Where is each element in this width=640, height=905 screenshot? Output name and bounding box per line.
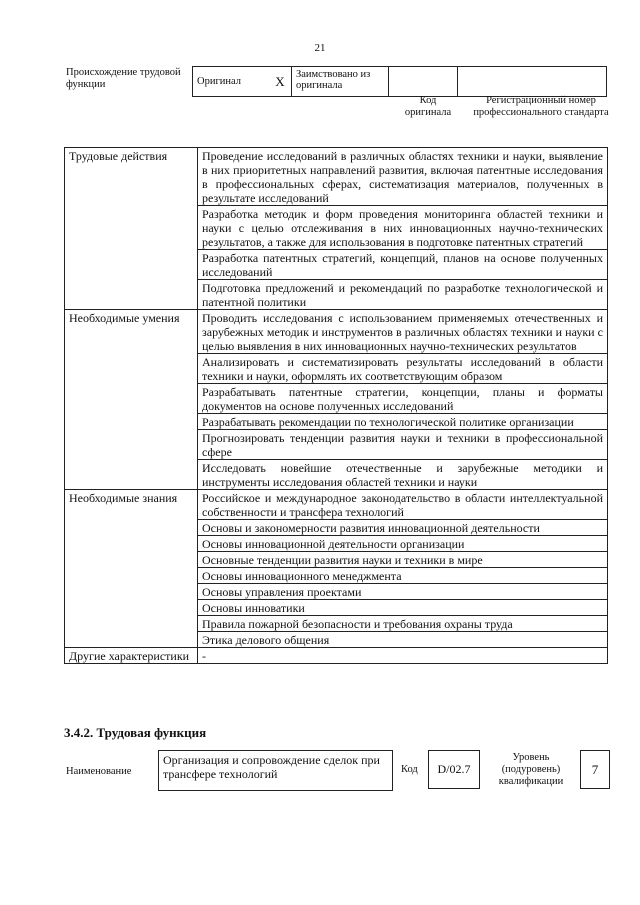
table-row [65, 310, 608, 354]
section-label: Трудовые действия [65, 148, 198, 310]
table-row [65, 648, 608, 664]
table-row [65, 490, 608, 520]
page-number: 21 [314, 42, 326, 54]
table-cell: Основы и закономерности развития инновационной деятельности [198, 520, 608, 536]
origin-table [192, 66, 607, 97]
table-cell: Разрабатывать рекомендации по технологической политике организации [198, 414, 608, 430]
level-value: 7 [580, 750, 610, 789]
table-cell: Разрабатывать патентные стратегии, концепции, планы и форматы документов на основе полученных исследований [198, 384, 608, 414]
table-cell: Основы инноватики [198, 600, 608, 616]
table-row [65, 148, 608, 206]
section-label: Необходимые знания [65, 490, 198, 648]
name-value: Организация и сопровождение сделок при трансфере технологий [158, 750, 393, 791]
table-cell: Основы управления проектами [198, 584, 608, 600]
origin-label: Происхождение трудовой функции [66, 67, 181, 90]
table-cell: Подготовка предложений и рекомендаций по разработке технологической и патентной политики [198, 280, 608, 310]
origin-borrowed-cell: Заимствовано из оригинала [292, 67, 389, 97]
origin-original-cell: Оригинал [193, 67, 270, 97]
table-cell: Разработка методик и форм проведения мониторинга областей техники и науки с целью отслеживания в них инновационных научно-технических результатов, а также для использования в подготовке патентных стратегий [198, 206, 608, 250]
origin-mark-cell: X [269, 67, 292, 97]
table-cell: Основы инновационной деятельности организации [198, 536, 608, 552]
table-cell: Проводить исследования с использованием применяемых отечественных и зарубежных методик и инструментов в различных областях техники и науки с целью выявления в них инновационных научно-технических результатов [198, 310, 608, 354]
table-cell: Основные тенденции развития науки и техники в мире [198, 552, 608, 568]
origin-code-cell [389, 67, 458, 97]
labor-function-table [64, 147, 608, 664]
code-label: Код [401, 764, 418, 775]
table-cell: Прогнозировать тенденции развития науки и техники в профессиональной сфере [198, 430, 608, 460]
level-label: Уровень (подуровень) квалификации [498, 752, 564, 787]
code-caption: Код оригинала [404, 95, 452, 118]
table-cell: Проведение исследований в различных областях техники и науки, выявление в них приоритетных направлений развития, включая патентные исследования в профессиональных сферах, систематизация материалов, полученных в результате исследований [198, 148, 608, 206]
origin-reg-cell [458, 67, 607, 97]
table-cell: Разработка патентных стратегий, концепций, планов на основе полученных исследований [198, 250, 608, 280]
section-label: Другие характеристики [65, 648, 198, 664]
table-cell: Этика делового общения [198, 632, 608, 648]
table-cell: Российское и международное законодательство в области интеллектуальной собственности и трансфера технологий [198, 490, 608, 520]
table-cell: Исследовать новейшие отечественные и зарубежные методики и инструменты исследования областей техники и науки [198, 460, 608, 490]
name-label: Наименование [66, 766, 132, 777]
table-cell: Анализировать и систематизировать результаты исследований в области техники и науки, оформлять их соответствующим образом [198, 354, 608, 384]
reg-caption: Регистрационный номер профессионального стандарта [473, 95, 609, 118]
section-heading: 3.4.2. Трудовая функция [64, 725, 207, 740]
table-cell: Правила пожарной безопасности и требования охраны труда [198, 616, 608, 632]
section-label: Необходимые умения [65, 310, 198, 490]
code-value: D/02.7 [428, 750, 480, 789]
table-cell: Основы инновационного менеджмента [198, 568, 608, 584]
table-cell: - [198, 648, 608, 664]
